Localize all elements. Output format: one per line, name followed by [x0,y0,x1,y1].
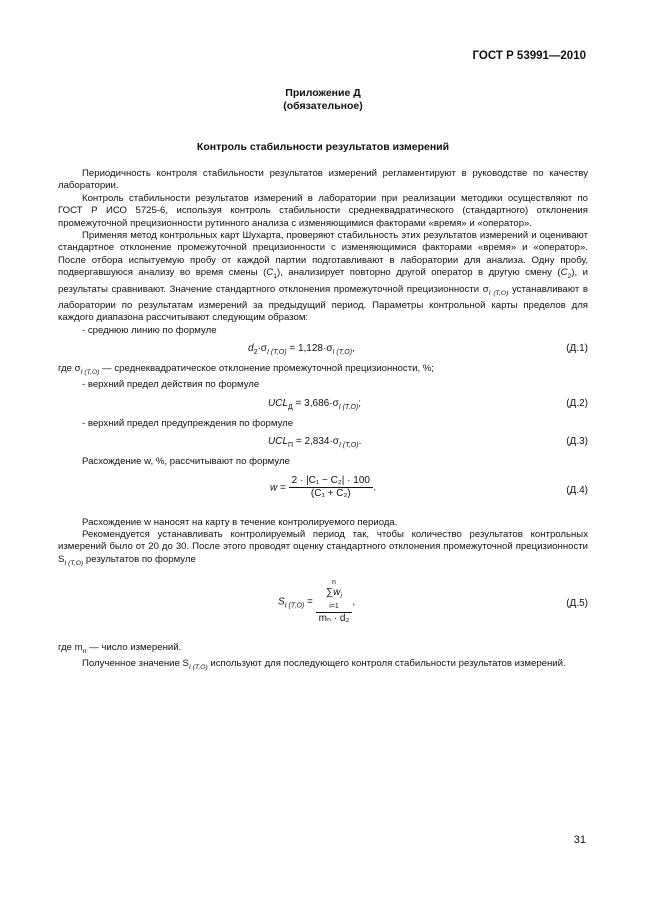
equation-number: (Д.2) [566,397,588,409]
equation-formula: $UCL_П = 2,834\cdot\sigma_{I (T,O)}$. [268,436,362,450]
list-item: - верхний предел действия по формуле [82,379,260,391]
list-item: - верхний предел предупреждения по формуле [82,417,294,429]
paragraph: Расхождение w, %, рассчитывают по формуле [82,456,290,468]
where-clause: где $m_n$ — число измерений. [58,642,182,656]
list-item: - среднюю линию по формуле [82,324,217,336]
paragraph: Рекомендуется устанавливать контролируемый период так, чтобы количество результатов контрольных измерений было от 20 до 30. После этого проводят оценку стандартного отклонения промежуточной прецизионности $S_{I (T,O)}$ результатов по формуле [58,529,588,567]
where-clause: где $\sigma_{I (T,O)}$ — среднеквадратическое отклонение промежуточной прецизионности, %; [58,363,434,376]
equation-number: (Д.3) [566,436,588,448]
equation-d1 [58,339,588,361]
paragraph: Контроль стабильности результатов измерений в лаборатории при реализации методики осуществляют по ГОСТ Р ИСО 5725-6, используя контроль стабильности среднеквадратического (стандартного) отклонения промежуточной прецизионности рутинного анализа с изменяющимися факторами «время» и «оператор». [58,192,588,229]
equation-number: (Д.4) [566,484,588,496]
paragraph: Периодичность контроля стабильности результатов измерений регламентируют в руководстве по качеству лаборатории. [58,168,588,192]
equation-formula: $S_{I (T,O)}$ = n $\sum w_i$ i=1 mₙ · d₂ , [278,579,356,625]
equation-formula: w = $\frac{\text{2 · |C₁ − C₂| · 100}}{\text{(C₁ + C₂)}}$ . [270,474,376,500]
page-number: 31 [573,834,586,846]
equation-d4 [58,473,588,513]
equation-d3 [58,432,588,454]
document-body [58,163,588,675]
annex-heading [0,87,646,113]
paragraph: Расхождение w наносят на карту в течение контролируемого периода. [82,516,398,528]
paragraph: Применяя метод контрольных карт Шухарта, проверяют стабильность этих результатов измерений и оценивают стандартное отклонение промежуточной прецизионности с изменяющимися факторами «время» и «оператор». После отбора испытуемую пробу от каждой партии подготавливают в лаборатории для анализа. Одну пробу, подвергавшуюся анализу во время смены $(C_1)$, анализирует повторно другой оператор в другую смену $(C_2)$, и результаты сравнивают. Значение стандартного отклонения промежуточной прецизионности $\sigma_{I (T,O)}$ устанавливают в лаборатории по результатам измерений за предыдущий период. Параметры контрольной карты пределов для каждого диапазона рассчитывают следующим образом: [58,230,588,324]
equation-d2 [58,394,588,416]
equation-d5 [58,576,588,636]
annex-title: Приложение Д [285,87,361,99]
annex-status: (обязательное) [283,100,363,112]
equation-number: (Д.5) [566,598,588,610]
equation-formula: $d_2\cdot\sigma_{I (T,O)} = 1,128\cdot\sigma_{I (T,O)}$, [248,343,355,357]
section-title: Контроль стабильности результатов измерений [196,141,450,153]
equation-number: (Д.1) [566,343,588,355]
paragraph: Полученное значение $S_{I (T,O)}$ используют для последующего контроля стабильности результатов измерений. [82,658,566,672]
document-id: ГОСТ Р 53991—2010 [472,50,586,62]
equation-formula: $UCL_Д = 3,686\cdot\sigma_{I (T,O)}$; [268,397,362,411]
